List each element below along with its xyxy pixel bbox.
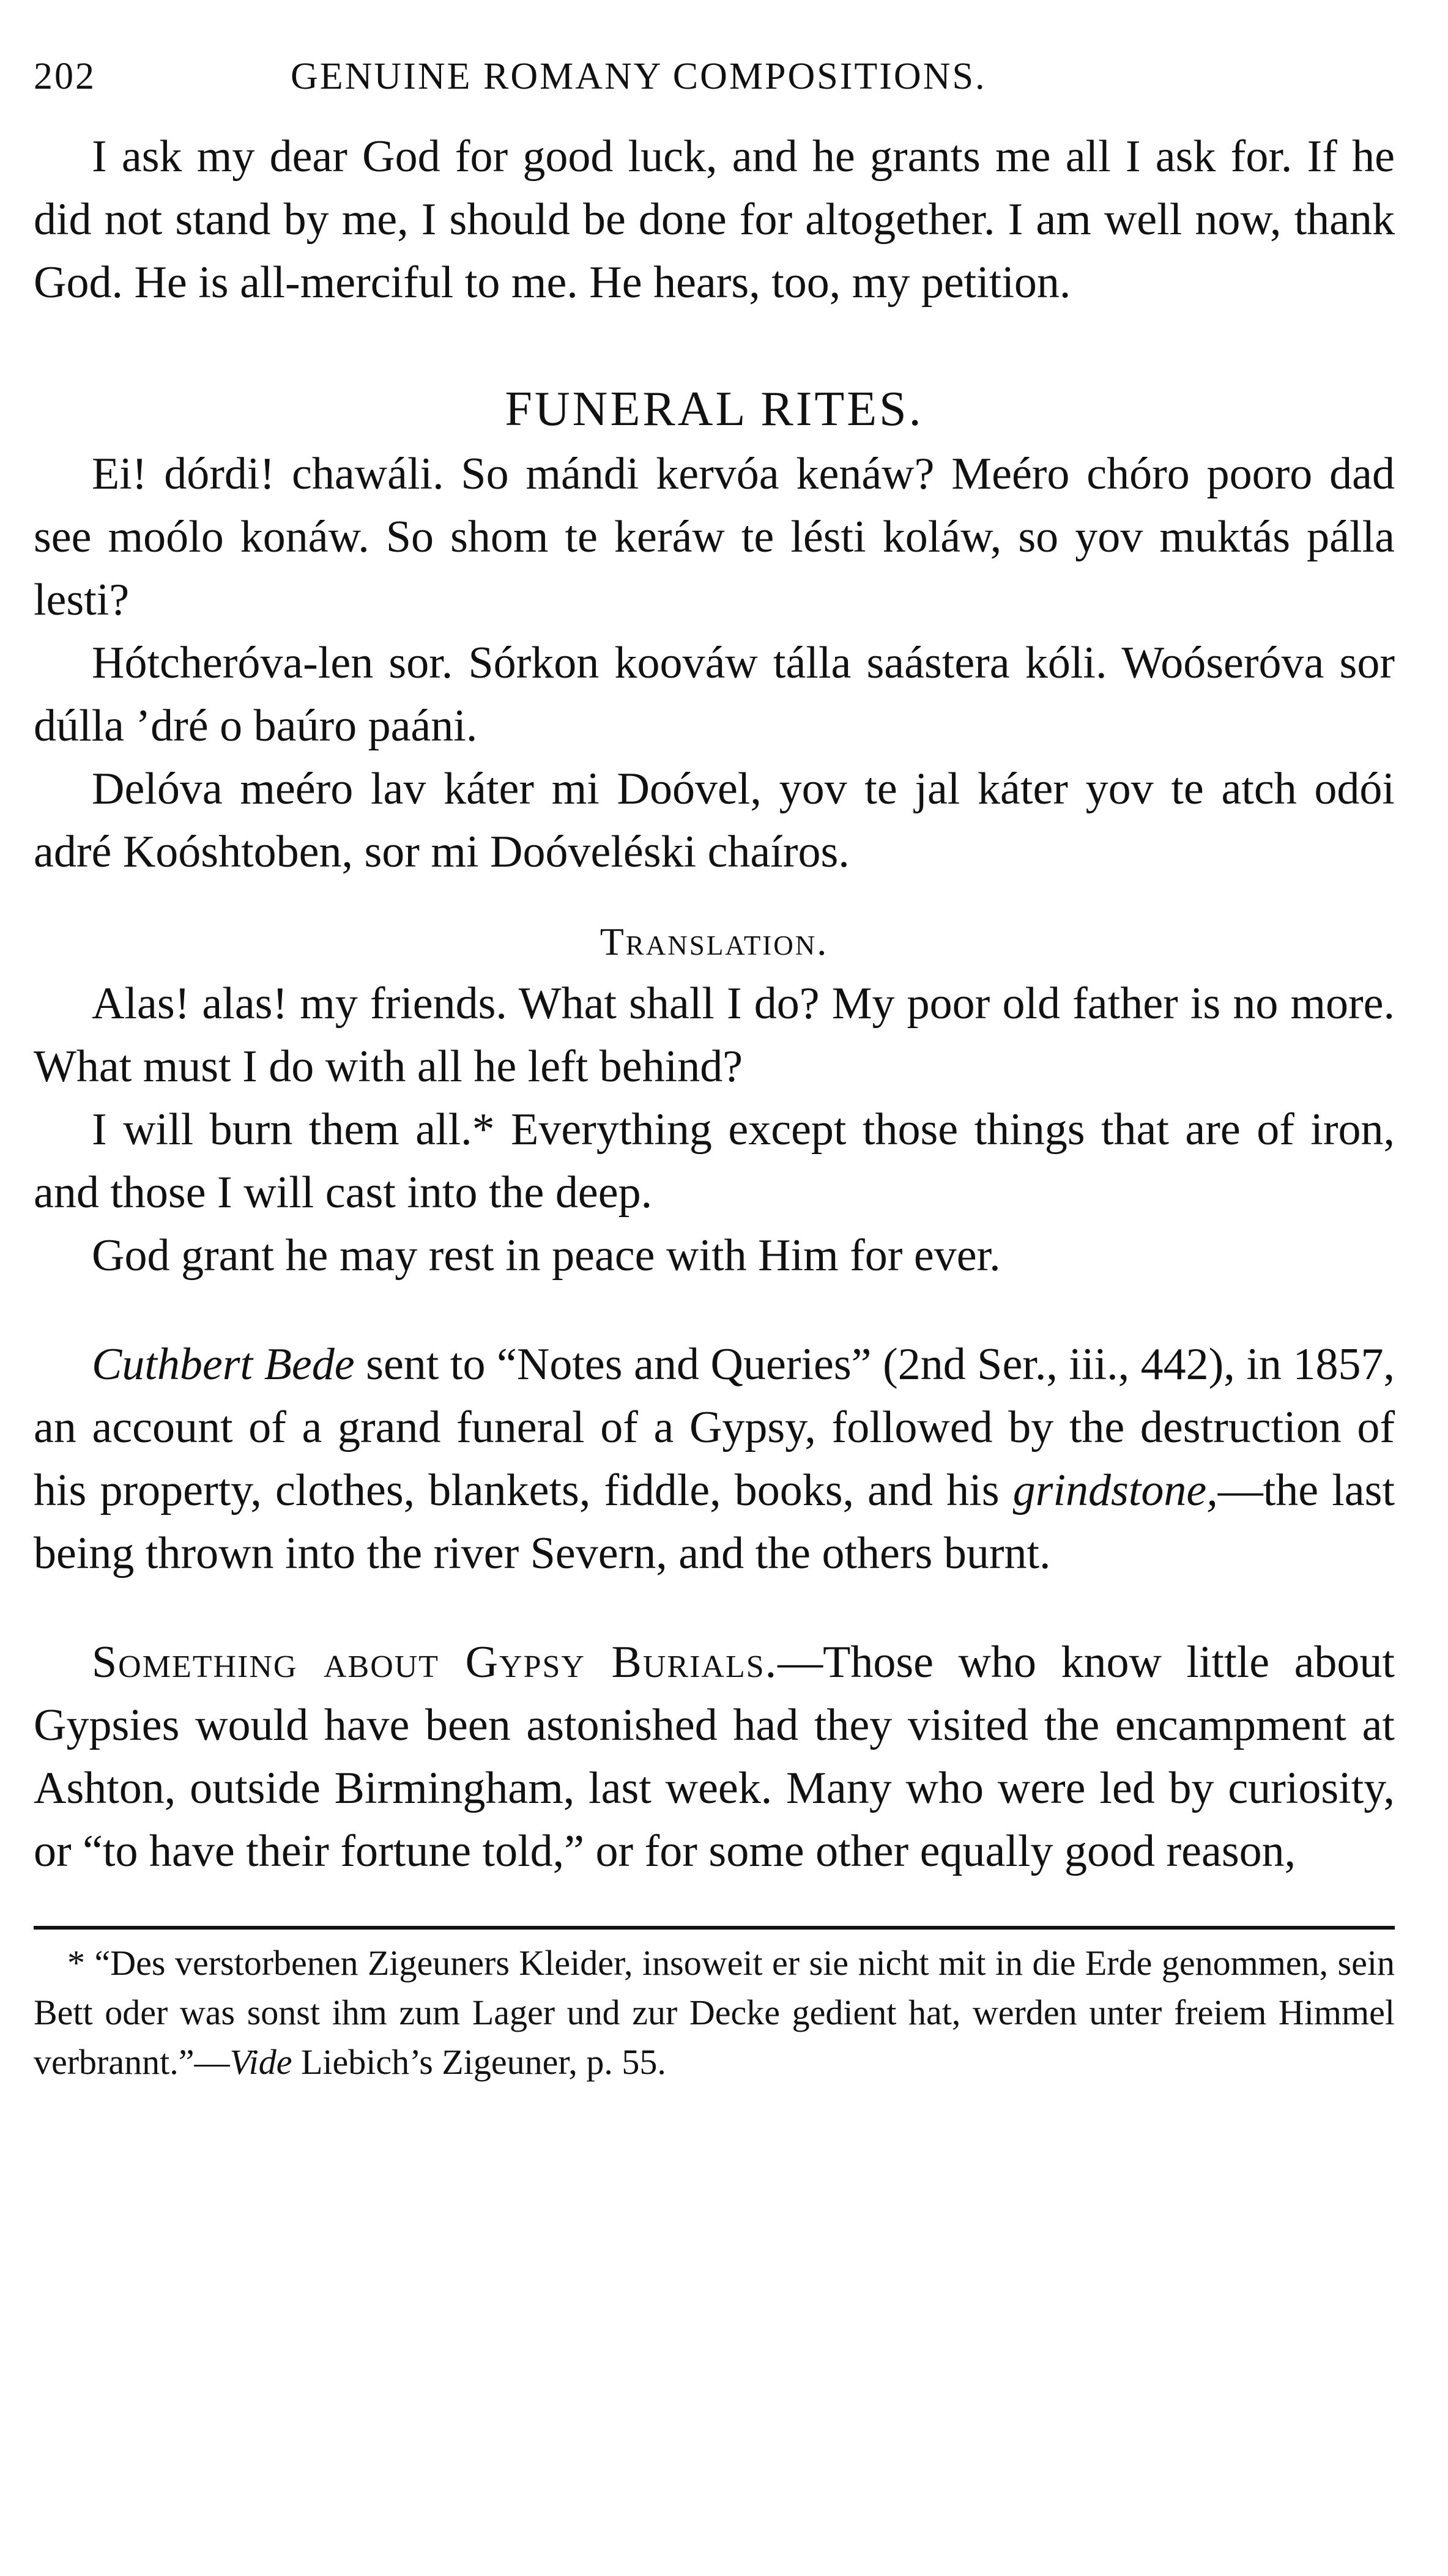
author-name: Cuthbert Bede: [92, 1339, 355, 1390]
paragraph-text: —the last being thrown into the river Severn, and the others burnt.: [34, 1465, 1395, 1579]
intro-paragraph: I ask my dear God for good luck, and he grants me all I ask for. If he did not stand by me, I should be done for altogether. I am well now, thank God. He is all-merciful to me. He hears, too, my petition.: [34, 131, 1395, 308]
footnote-text: * “Des verstorbenen Zigeuners Kleider, insoweit er sie nicht mit in die Erde genommen, sein Bett oder was sonst ihm zum Lager und zur Decke gedient hat, werden unter freiem Himmel verbrannt.”—: [34, 1943, 1395, 2082]
translation-paragraph: Alas! alas! my friends. What shall I do? My poor old father is no more. What must I do with all he left behind?: [34, 979, 1395, 1092]
paragraph-lead: Something about Gypsy Burials.: [92, 1637, 778, 1687]
italic-word: grindstone,: [1012, 1465, 1218, 1516]
footnote-reference: Liebich’s Zigeuner, p. 55.: [292, 2042, 666, 2082]
romany-paragraph: Hótcheróva-len sor. Sórkon koováw tálla saástera kóli. Woóseróva sor dúlla ’dré o baúro paáni.: [34, 638, 1395, 751]
romany-paragraph: Ei! dórdi! chawáli. So mándi kervóa kenáw? Meéro chóro pooro dad see moólo konáw. So shom te keráw te lésti koláw, so yov muktás pálla lesti?: [34, 449, 1395, 625]
translation-paragraph: I will burn them all.* Everything except those things that are of iron, and those I will cast into the deep.: [34, 1105, 1395, 1218]
footnote-divider: [34, 1926, 1395, 1930]
romany-paragraph: Delóva meéro lav káter mi Doóvel, yov te jal káter yov te atch odói adré Koóshtoben, sor mi Doóveléski chaíros.: [34, 764, 1395, 877]
translation-paragraph: God grant he may rest in peace with Him for ever.: [92, 1231, 1001, 1281]
running-head: [34, 55, 1395, 122]
translation-heading: Translation.: [600, 920, 829, 963]
running-title: GENUINE ROMANY COMPOSITIONS.: [291, 56, 987, 97]
section-heading-funeral-rites: FUNERAL RITES.: [505, 382, 924, 436]
paragraph-text: sent to “Notes and Queries” (2nd Ser., iii., 442), in 1857, an account of a grand funeral of a Gypsy, followed by the destruction of his property, clothes, blankets, fiddle, books, and his: [34, 1339, 1395, 1516]
cuthbert-bede-paragraph: [34, 1333, 1395, 1585]
footnote-vide: Vide: [229, 2042, 292, 2082]
page-number: 202: [34, 56, 96, 97]
book-page: [34, 55, 1395, 2087]
gypsy-burials-paragraph: [34, 1631, 1395, 1883]
paragraph-text: —Those who know little about Gypsies would have been astonished had they visited the encampment at Ashton, outside Birmingham, last week. Many who were led by curiosity, or “to have their fortune told,” or for some other equally good reason,: [34, 1637, 1395, 1876]
footnote: [34, 1938, 1395, 2087]
